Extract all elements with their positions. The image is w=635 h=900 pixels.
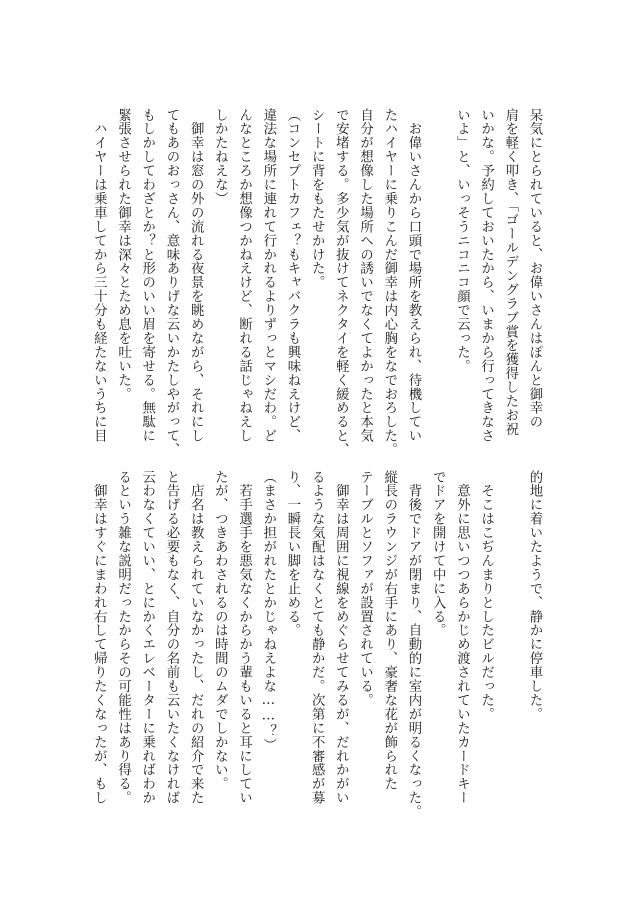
- text-line: り、一瞬長い脚を止める。: [284, 470, 300, 638]
- text-line: ハイヤーは乗車してから三十分も経たないうちに目: [91, 108, 107, 443]
- text-line: たが、つきあわされるのは時間のムダでしかない。: [212, 470, 228, 791]
- text-line: 的地に着いたようで、静かに停車した。: [527, 470, 542, 722]
- text-line: いかな。予約しておいたから、いまから行ってきなさ: [478, 108, 494, 443]
- text-line: もしかしてわざとか？と形のいい眉を寄せる。無駄に: [139, 108, 155, 443]
- text-line: 縦長のラウンジが右手にあり、豪奢な花が飾られた: [381, 470, 397, 791]
- text-line: 若手選手を悪気なくからかう輩もいると耳にしてい: [236, 470, 252, 805]
- text-block-upper: [86, 108, 546, 457]
- text-line: テーブルとソファが設置されている。: [357, 470, 373, 708]
- text-line: 店名は教えられていなかったし、だれの紹介で来た: [188, 470, 204, 805]
- text-line: で安堵する。多少気が抜けてネクタイを軽く緩めると、: [333, 108, 349, 457]
- text-line: いよ」と、いっそうニコニコ顔で云った。: [454, 108, 470, 374]
- text-line: 云わなくていい、とにかくエレベーターに乗ればわか: [139, 470, 155, 805]
- text-line: 自分が想像した場所への誘いでなくてよかったと本気: [357, 108, 373, 443]
- text-line: 意外に思いつつあらかじめ渡されていたカードキー: [454, 470, 470, 805]
- blank-line: [498, 470, 522, 810]
- text-line: 背後でドアが閉まり、自動的に室内が明るくなった。: [405, 470, 421, 819]
- blank-line: [425, 108, 449, 448]
- text-line: 緊張させられた御幸は深々とため息を吐いた。: [115, 108, 131, 401]
- text-line: しかたねえな）: [212, 108, 228, 206]
- text-line: 違法な場所に連れて行かれるよりずっとマシだわ。ど: [260, 108, 276, 443]
- text-line: んなところか想像つかねえけど、断れる話じゃねえし: [236, 108, 252, 443]
- text-line: るような気配はなくとても静かだ。次第に不審感が募: [309, 470, 325, 805]
- text-line: てもあのおっさん、意味ありげな云いかたしやがって、: [163, 108, 179, 457]
- text-line: 御幸は窓の外の流れる夜景を眺めながら、それにし: [188, 108, 204, 443]
- text-line: 御幸は周囲に視線をめぐらせてみるが、だれかがい: [333, 470, 349, 805]
- text-line: そこはこぢんまりとしたビルだった。: [478, 470, 494, 722]
- text-line: るという雑な説明だったからその可能性はあり得る。: [115, 470, 131, 805]
- text-line: お偉いさんから口頭で場所を教えられ、待機してい: [405, 108, 421, 443]
- text-line: 呆気にとられていると、お偉いさんはぽんと御幸の: [527, 108, 542, 429]
- text-line: （コンセプトカフェ？もキャバクラも興味ねえけど、: [284, 108, 300, 443]
- text-line: 肩を軽く叩き、「ゴールデングラブ賞を獲得したお祝: [502, 108, 518, 437]
- text-line: と告げる必要もなく、自分の名前も云いたくなければ: [163, 470, 179, 805]
- text-block-lower: [86, 470, 546, 819]
- text-line: でドアを開けて中に入る。: [430, 470, 446, 638]
- text-line: シートに背をもたせかけた。: [309, 108, 325, 290]
- text-line: （まさか担がれたとかじゃねえよな……？）: [260, 470, 276, 753]
- text-line: 御幸はすぐにまわれ右して帰りたくなったが、もし: [91, 470, 107, 805]
- text-line: たハイヤーに乗りこんだ御幸は内心胸をなでおろした。: [381, 108, 397, 457]
